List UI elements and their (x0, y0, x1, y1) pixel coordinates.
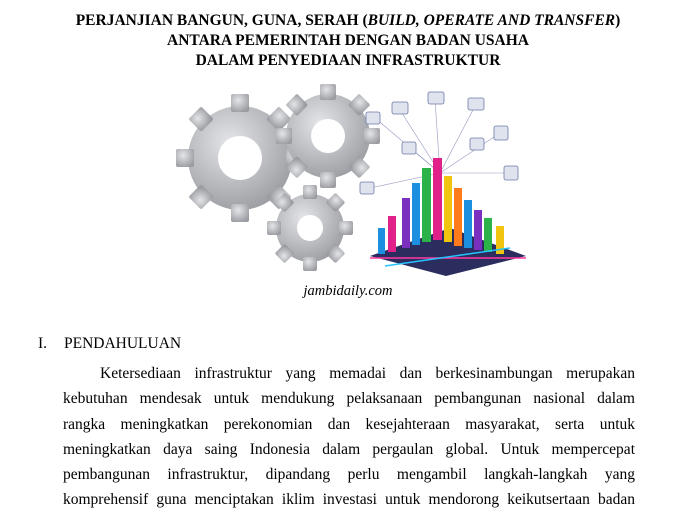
gear-icon (267, 185, 353, 271)
paragraph-line: rangka meningkatkan perekonomian dan kesejahteraan masyarakat, serta untuk (63, 415, 635, 433)
title-line-2: ANTARA PEMERINTAH DENGAN BADAN USAHA (167, 32, 529, 49)
paragraph-line: komprehensif guna menciptakan iklim investasi untuk mendorong keikutsertaan badan (63, 491, 635, 509)
paragraph-line: kebutuhan mendesak untuk mendukung pelaksanaan pembangunan nasional dalam (63, 390, 635, 408)
gear-icon (276, 84, 380, 188)
paragraph-line: meningkatkan daya saing Indonesia dalam pergaulan global. Untuk mempercepat (63, 440, 635, 458)
paragraph-line: pembangunan infrastruktur, dipandang perlu mengambil langkah-langkah yang (63, 466, 635, 484)
document-title (0, 11, 696, 71)
infrastructure-illustration (170, 78, 526, 276)
paragraph-line: Ketersediaan infrastruktur yang memadai dan berkesinambungan merupakan (100, 365, 635, 382)
section-title: PENDAHULUAN (64, 335, 182, 352)
city-bars-chart (370, 158, 526, 276)
title-line-1: PERJANJIAN BANGUN, GUNA, SERAH (BUILD, OPERATE AND TRANSFER) (75, 12, 621, 29)
section-paragraph (63, 361, 635, 513)
gears-group (176, 84, 380, 271)
section-number: I. (38, 335, 48, 352)
title-line-3: DALAM PENYEDIAAN INFRASTRUKTUR (195, 52, 501, 69)
figure-caption: jambidaily.com (303, 283, 393, 299)
section-heading (38, 335, 181, 353)
